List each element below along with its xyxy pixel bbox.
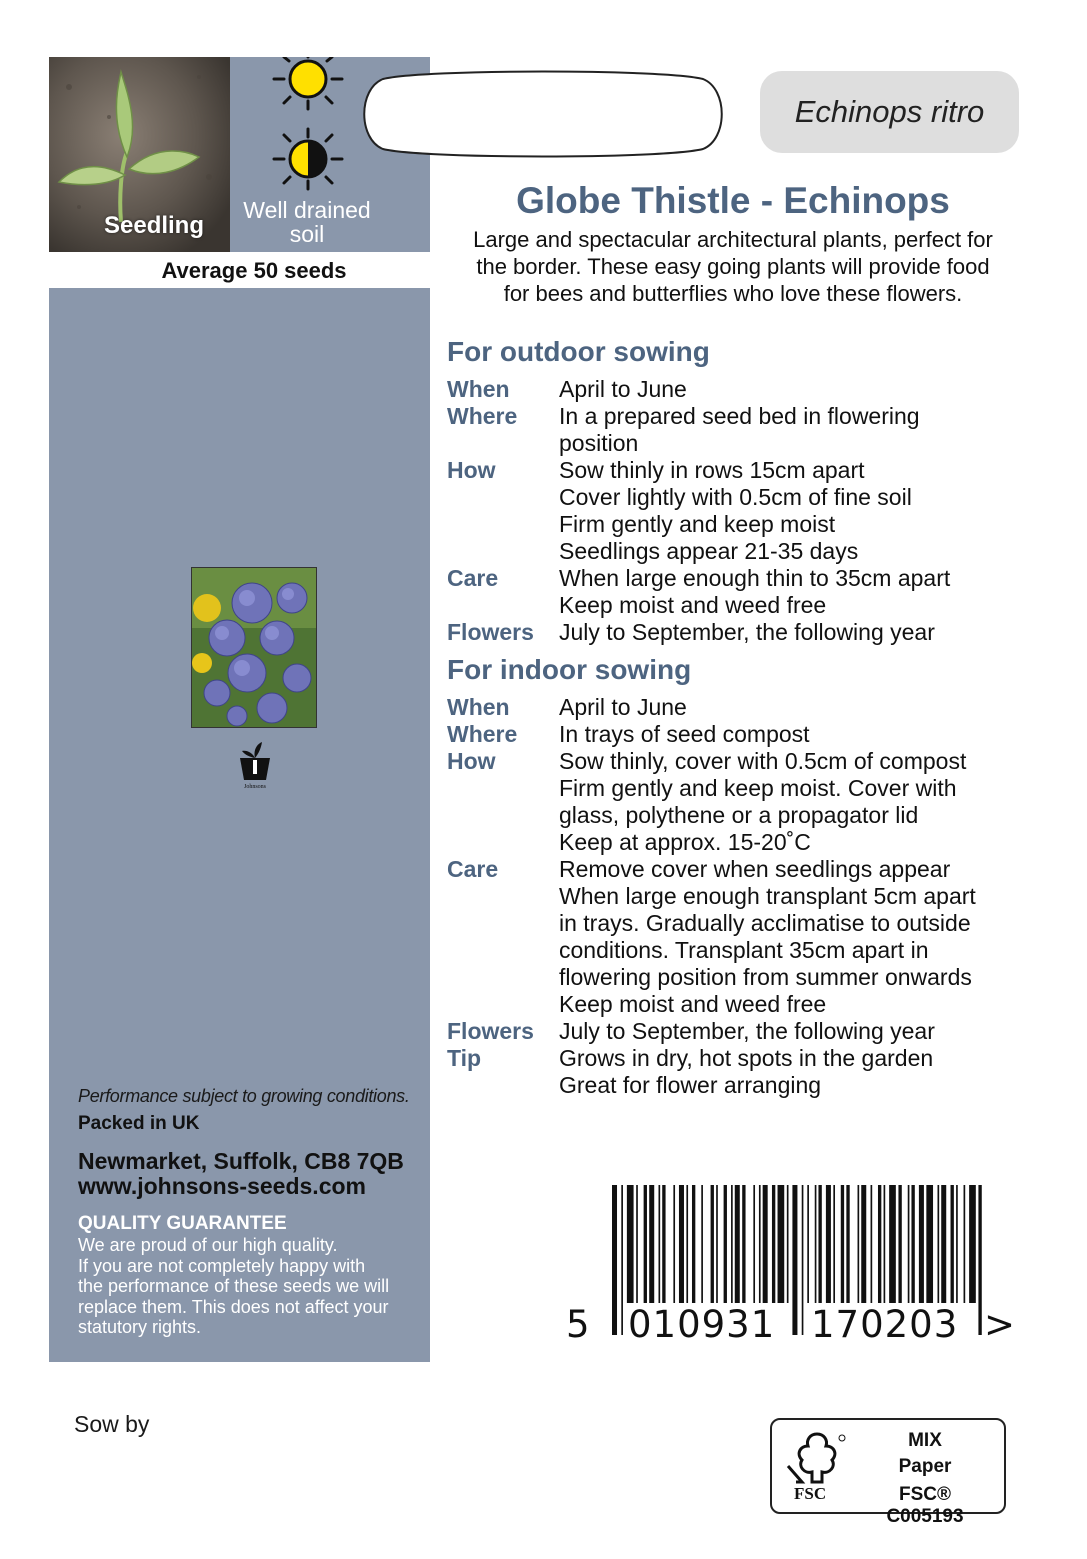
row-value-line: When large enough thin to 35cm apart	[559, 565, 951, 591]
partial-shade-icon	[272, 127, 344, 191]
quality-line: We are proud of our high quality.	[78, 1235, 338, 1255]
barcode-bar	[731, 1185, 733, 1303]
barcode-bar	[898, 1185, 901, 1303]
latin-name: Echinops ritro	[794, 94, 985, 129]
outdoor-row-care	[447, 565, 1017, 619]
address: Newmarket, Suffolk, CB8 7QB	[78, 1148, 404, 1174]
row-value	[559, 403, 1017, 457]
barcode-bar	[636, 1185, 638, 1303]
barcode-bar	[978, 1185, 981, 1335]
barcode-bar	[772, 1185, 775, 1303]
row-value-line: flowering position from summer onwards	[559, 964, 972, 990]
row-value-line: Great for flower arranging	[559, 1072, 822, 1098]
row-key: When	[447, 376, 510, 402]
barcode-bar	[763, 1185, 768, 1303]
seed-pot-icon	[232, 740, 278, 790]
barcode-bar	[964, 1185, 966, 1303]
barcode-bar	[871, 1185, 873, 1303]
johnsons-logo	[232, 740, 278, 790]
row-value-line: Cover lightly with 0.5cm of fine soil	[559, 484, 912, 510]
outdoor-sowing-title: For outdoor sowing	[447, 336, 710, 367]
outdoor-row-how	[447, 457, 1017, 565]
average-seeds: Average 50 seeds	[161, 258, 347, 283]
barcode-bar	[627, 1185, 634, 1303]
quality-line: replace them. This does not affect your	[78, 1296, 389, 1317]
intro-line: Large and spectacular architectural plants, perfect for	[473, 227, 993, 252]
sow-by-label: Sow by	[74, 1411, 150, 1437]
quality-guarantee-text	[78, 1235, 423, 1338]
quality-line: If you are not completely happy with	[78, 1255, 366, 1276]
barcode-bar	[889, 1185, 896, 1303]
row-value-line: July to September, the following year	[559, 1018, 935, 1044]
barcode-first-digit: 5	[566, 1303, 590, 1346]
barcode-bar	[846, 1185, 849, 1303]
barcode-bar	[826, 1185, 831, 1303]
barcode-bar	[673, 1185, 675, 1303]
barcode-right-group: 170203	[811, 1303, 959, 1346]
indoor-sowing-title: For indoor sowing	[447, 654, 692, 685]
row-value	[559, 694, 1017, 721]
row-value	[559, 1045, 1017, 1099]
barcode-bar	[792, 1185, 797, 1335]
indoor-row-when	[447, 694, 1017, 721]
barcode-bar	[701, 1185, 703, 1303]
barcode-bar	[802, 1185, 804, 1335]
barcode-bar	[956, 1185, 958, 1303]
fsc-code: FSC® C005193	[886, 1484, 964, 1527]
row-value	[559, 1018, 1017, 1045]
row-value-line: conditions. Transplant 35cm apart in	[559, 937, 929, 963]
indoor-row-where	[447, 721, 1017, 748]
row-key: How	[447, 748, 496, 774]
barcode-bar	[908, 1185, 910, 1303]
barcode-bar	[778, 1185, 785, 1303]
indoor-sowing-table	[447, 694, 1017, 1099]
outdoor-row-flowers	[447, 619, 1017, 646]
row-value-line: Seedlings appear 21-35 days	[559, 538, 859, 564]
row-value-line: Firm gently and keep moist. Cover with	[559, 775, 957, 801]
flower-photo	[191, 567, 317, 728]
barcode-bar	[818, 1185, 821, 1303]
row-key: Where	[447, 721, 518, 747]
barcode-left-group: 010931	[628, 1303, 776, 1346]
row-value-line: Sow thinly in rows 15cm apart	[559, 457, 865, 483]
row-value-line: In a prepared seed bed in flowering	[559, 403, 920, 429]
row-value-line: April to June	[559, 376, 687, 402]
barcode-bar	[787, 1185, 789, 1303]
barcode-bar	[833, 1185, 835, 1303]
row-value	[559, 856, 1017, 1018]
row-value-line: in trays. Gradually acclimatise to outside	[559, 910, 971, 936]
barcode-bar	[884, 1185, 886, 1303]
row-value-line: In trays of seed compost	[559, 721, 810, 747]
barcode-bar	[612, 1185, 617, 1335]
intro-line: for bees and butterflies who love these flowers.	[503, 281, 963, 306]
soil-label-line2: soil	[289, 221, 325, 247]
barcode-bar	[919, 1185, 924, 1303]
row-value-line: Remove cover when seedlings appear	[559, 856, 951, 882]
soil-label	[230, 198, 384, 246]
hanger-cutout	[363, 67, 723, 161]
row-key: When	[447, 694, 510, 720]
fsc-paper: Paper	[898, 1456, 952, 1477]
indoor-row-care	[447, 856, 1017, 1018]
row-value-line: When large enough transplant 5cm apart	[559, 883, 976, 909]
packed-in: Packed in UK	[78, 1113, 200, 1134]
row-value	[559, 376, 1017, 403]
fsc-word: FSC	[794, 1484, 827, 1503]
barcode-bar	[679, 1185, 684, 1303]
quality-guarantee-title: QUALITY GUARANTEE	[78, 1213, 287, 1234]
barcode-bar	[644, 1185, 647, 1303]
brand-small-text: Johnsons	[243, 784, 267, 790]
row-value-line: Keep at approx. 15-20˚C	[559, 829, 811, 855]
quality-line: statutory rights.	[78, 1317, 202, 1338]
row-value	[559, 457, 1017, 565]
row-value-line: glass, polythene or a propagator lid	[559, 802, 919, 828]
soil-label-line1: Well drained	[243, 197, 371, 223]
barcode-bar	[742, 1185, 745, 1303]
barcode-bar	[659, 1185, 661, 1303]
barcode-bar	[753, 1185, 755, 1303]
row-value-line: position	[559, 430, 639, 456]
indoor-row-flowers	[447, 1018, 1017, 1045]
row-key: Flowers	[447, 619, 534, 645]
row-key: Flowers	[447, 1018, 534, 1044]
intro-line: the border. These easy going plants will provide food	[476, 254, 990, 279]
barcode-bar	[941, 1185, 946, 1303]
website-link[interactable]: www.johnsons-seeds.com	[78, 1173, 366, 1199]
barcode-bar	[938, 1185, 940, 1303]
row-value-line: Sow thinly, cover with 0.5cm of compost	[559, 748, 967, 774]
barcode-bar	[724, 1185, 727, 1303]
barcode-bar	[621, 1185, 623, 1335]
row-value	[559, 721, 1017, 748]
barcode-bar	[878, 1185, 881, 1303]
row-value-line: Keep moist and weed free	[559, 592, 827, 618]
full-sun-icon	[272, 57, 344, 112]
indoor-row-how	[447, 748, 1017, 856]
barcode-bar	[735, 1185, 740, 1303]
barcode-bar	[692, 1185, 695, 1303]
row-key: How	[447, 457, 496, 483]
row-value	[559, 619, 1017, 646]
barcode-bar	[861, 1185, 866, 1303]
barcode-bar	[969, 1185, 976, 1303]
barcode-bar	[815, 1185, 817, 1303]
quality-line: the performance of these seeds we will	[78, 1276, 390, 1297]
barcode-bar	[662, 1185, 665, 1303]
barcode-bar	[911, 1185, 914, 1303]
barcode-bar	[649, 1185, 654, 1303]
barcode-arrow: >	[984, 1303, 1016, 1346]
outdoor-sowing-table	[447, 376, 1017, 646]
indoor-row-tip	[447, 1045, 1017, 1099]
fsc-mix: MIX	[908, 1430, 942, 1451]
globe-thistle-image	[192, 568, 316, 727]
product-intro	[447, 226, 1019, 307]
row-key: Care	[447, 565, 499, 591]
row-value	[559, 565, 1017, 619]
row-value-line: Keep moist and weed free	[559, 991, 827, 1017]
performance-note: Performance subject to growing conditions.	[78, 1086, 410, 1106]
barcode-bar	[716, 1185, 718, 1303]
barcode-bar	[841, 1185, 844, 1303]
barcode-bar	[807, 1185, 809, 1303]
barcode-bar	[858, 1185, 860, 1303]
barcode-bar	[951, 1185, 954, 1303]
row-key: Where	[447, 403, 518, 429]
seedling-label: Seedling	[103, 212, 205, 239]
row-value-line: April to June	[559, 694, 687, 720]
barcode-bar	[686, 1185, 688, 1303]
barcode-bar	[926, 1185, 933, 1303]
outdoor-row-when	[447, 376, 1017, 403]
barcode-bar	[759, 1185, 761, 1303]
row-value-line: Firm gently and keep moist	[559, 511, 836, 537]
row-key: Care	[447, 856, 499, 882]
outdoor-row-where	[447, 403, 1017, 457]
product-title: Globe Thistle - Echinops	[516, 180, 950, 221]
row-value-line: Grows in dry, hot spots in the garden	[559, 1045, 934, 1071]
row-value	[559, 748, 1017, 856]
barcode-bar	[711, 1185, 714, 1303]
row-key: Tip	[447, 1045, 482, 1071]
row-value-line: July to September, the following year	[559, 619, 935, 645]
